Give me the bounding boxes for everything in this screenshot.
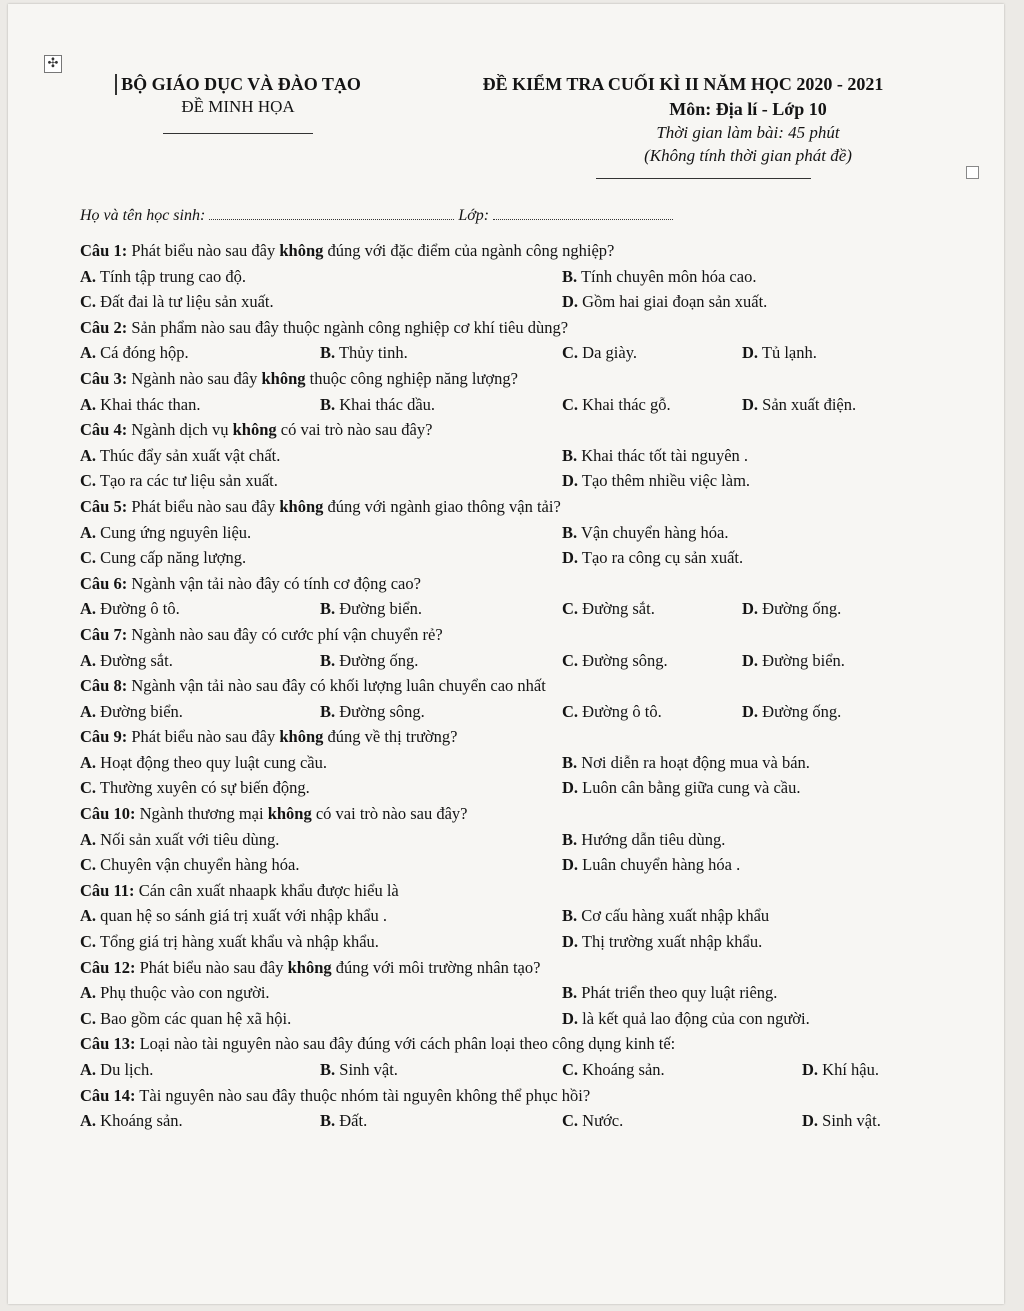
options-row: [80, 520, 920, 546]
option-text: Tạo thêm nhiều việc làm.: [581, 471, 751, 491]
ministry-name: BỘ GIÁO DỤC VÀ ĐÀO TẠO: [115, 74, 361, 95]
options-row: [80, 1057, 920, 1083]
option-text: Đất.: [339, 1111, 368, 1131]
question-number: Câu 6:: [80, 573, 128, 593]
question-stem: [80, 366, 920, 392]
option-a[interactable]: [80, 596, 180, 622]
question-stem: [80, 315, 920, 341]
option-letter: C.: [80, 471, 97, 491]
option-text: Thúc đẩy sản xuất vật chất.: [99, 445, 281, 465]
option-b[interactable]: [562, 750, 810, 776]
option-a[interactable]: [80, 392, 201, 418]
option-a[interactable]: [80, 340, 189, 366]
option-d[interactable]: [742, 648, 845, 674]
option-a[interactable]: [80, 980, 270, 1006]
question-list: [80, 238, 920, 1134]
question-2: [80, 315, 920, 366]
option-letter: C.: [80, 778, 97, 798]
option-text: Khoáng sản.: [582, 1060, 665, 1079]
question-text: Ngành vận tải nào đây có tính cơ động cao?: [131, 573, 421, 593]
option-letter: A.: [80, 599, 97, 619]
option-letter: B.: [562, 266, 578, 286]
option-letter: D.: [742, 343, 759, 363]
student-info-line: [80, 205, 760, 225]
option-text: Hoạt động theo quy luật cung cầu.: [100, 752, 327, 772]
option-letter: D.: [742, 394, 759, 414]
option-text: Tính tập trung cao độ.: [99, 266, 247, 286]
divider: [163, 133, 313, 134]
question-stem: [80, 878, 920, 904]
option-letter: B.: [562, 752, 578, 772]
option-b[interactable]: [320, 1108, 367, 1134]
question-keyword: không: [279, 727, 324, 747]
option-letter: A.: [80, 445, 97, 465]
option-a[interactable]: [80, 827, 279, 853]
question-10: [80, 801, 920, 878]
option-letter: D.: [742, 599, 759, 619]
option-letter: A.: [80, 752, 97, 772]
option-text: Nơi diễn ra hoạt động mua và bán.: [581, 752, 810, 772]
question-number: Câu 3:: [80, 368, 128, 388]
option-letter: A.: [80, 1111, 97, 1131]
options-row: [80, 289, 920, 315]
option-letter: D.: [562, 471, 579, 491]
question-text: Ngành nào sau đây: [131, 368, 262, 388]
option-letter: D.: [562, 548, 579, 568]
options-row: [80, 545, 920, 571]
option-text: Đường ô tô.: [582, 701, 662, 721]
option-text: Khai thác gỗ.: [582, 394, 671, 414]
option-letter: D.: [562, 292, 579, 312]
option-a[interactable]: [80, 264, 246, 290]
option-d[interactable]: [562, 289, 767, 315]
option-a[interactable]: [80, 520, 251, 546]
option-letter: A.: [80, 1060, 97, 1079]
option-letter: C.: [562, 343, 579, 363]
option-b[interactable]: [562, 443, 748, 469]
question-text: Ngành vận tải nào sau đây có khối lượng luân chuyển cao nhất: [131, 676, 546, 696]
options-row: [80, 648, 920, 674]
question-number: Câu 2:: [80, 317, 128, 337]
option-d[interactable]: [742, 699, 841, 725]
question-stem: [80, 724, 920, 750]
option-letter: A.: [80, 983, 97, 1003]
question-text-end: đúng với đặc điểm của ngành công nghiệp?: [323, 241, 615, 260]
class-label: Lớp:: [458, 207, 490, 224]
option-a[interactable]: [80, 699, 183, 725]
question-1: [80, 238, 920, 315]
option-text: Đường sắt.: [582, 599, 655, 619]
option-c[interactable]: [562, 1108, 623, 1134]
option-letter: B.: [562, 445, 578, 465]
option-letter: C.: [562, 701, 579, 721]
option-text: Nối sản xuất với tiêu dùng.: [100, 829, 280, 849]
option-letter: C.: [562, 1111, 579, 1131]
option-letter: B.: [320, 650, 336, 670]
question-text: Phát biểu nào sau đây: [131, 727, 280, 747]
question-text-end: có vai trò nào sau đây?: [276, 420, 433, 440]
option-text: Khai thác tốt tài nguyên .: [581, 445, 749, 465]
question-number: Câu 11:: [80, 880, 135, 900]
question-text: Ngành nào sau đây có cước phí vận chuyển rẻ?: [131, 624, 443, 644]
question-text: Sản phẩm nào sau đây thuộc ngành công nghiệp cơ khí tiêu dùng?: [131, 317, 569, 337]
option-d[interactable]: [562, 775, 801, 801]
question-number: Câu 5:: [80, 496, 128, 516]
option-a[interactable]: [80, 1108, 183, 1134]
subject-line: Môn: Địa lí - Lớp 10: [669, 99, 827, 119]
exam-header: [448, 74, 918, 179]
option-text: Gồm hai giai đoạn sản xuất.: [582, 292, 768, 312]
option-c[interactable]: [562, 392, 671, 418]
options-row: [80, 750, 920, 776]
question-text: Ngành thương mại: [139, 804, 268, 824]
option-text: Đường biển.: [100, 701, 183, 721]
option-letter: B.: [320, 1111, 336, 1131]
question-number: Câu 13:: [80, 1034, 136, 1054]
option-b[interactable]: [562, 903, 769, 929]
option-text: Cung cấp năng lượng.: [100, 548, 247, 568]
option-letter: A.: [80, 394, 97, 414]
option-text: Chuyên vận chuyển hàng hóa.: [100, 855, 300, 875]
option-c[interactable]: [562, 1057, 665, 1083]
options-row: [80, 929, 920, 955]
option-letter: D.: [802, 1111, 819, 1131]
options-row: [80, 596, 920, 622]
option-letter: C.: [80, 1008, 97, 1028]
option-text: Tạo ra các tư liệu sản xuất.: [99, 471, 278, 491]
option-letter: B.: [562, 829, 578, 849]
question-text-end: đúng với ngành giao thông vận tải?: [323, 496, 561, 516]
question-stem: [80, 955, 920, 981]
option-text: Đường biển.: [339, 599, 423, 619]
resize-handle-icon[interactable]: [966, 166, 979, 179]
question-text-end: có vai trò nào sau đây?: [311, 804, 468, 824]
option-text: Vận chuyển hàng hóa.: [580, 522, 729, 542]
question-number: Câu 12:: [80, 957, 136, 977]
options-row: [80, 980, 920, 1006]
option-text: Phát triển theo quy luật riêng.: [581, 983, 778, 1003]
option-c[interactable]: [562, 340, 637, 366]
option-d[interactable]: [562, 929, 762, 955]
question-number: Câu 14:: [80, 1085, 136, 1105]
option-text: Da giày.: [582, 343, 637, 363]
options-row: [80, 827, 920, 853]
options-row: [80, 264, 920, 290]
option-d[interactable]: [742, 340, 817, 366]
option-letter: C.: [562, 599, 579, 619]
option-letter: C.: [562, 394, 579, 414]
divider: [596, 178, 811, 179]
option-letter: B.: [320, 343, 336, 363]
option-letter: D.: [742, 650, 759, 670]
option-text: Khí hậu.: [822, 1060, 879, 1079]
question-stem: [80, 801, 920, 827]
option-d[interactable]: [562, 545, 743, 571]
option-b[interactable]: [320, 340, 408, 366]
question-text-end: thuộc công nghiệp năng lượng?: [305, 368, 518, 388]
option-letter: B.: [320, 394, 336, 414]
question-12: [80, 955, 920, 1032]
option-text: Khoáng sản.: [100, 1111, 183, 1131]
question-stem: [80, 494, 920, 520]
question-stem: [80, 417, 920, 443]
option-text: Cá đóng hộp.: [100, 343, 189, 363]
option-text: Tạo ra công cụ sản xuất.: [581, 548, 744, 568]
option-text: Hướng dẫn tiêu dùng.: [581, 829, 726, 849]
options-row: [80, 775, 920, 801]
option-text: Du lịch.: [100, 1060, 154, 1079]
question-text-end: đúng về thị trường?: [323, 727, 458, 747]
question-stem: [80, 673, 920, 699]
student-name-label: Họ và tên học sinh:: [80, 207, 206, 224]
option-b[interactable]: [320, 1057, 398, 1083]
option-d[interactable]: [562, 852, 740, 878]
option-letter: B.: [562, 906, 578, 926]
option-b[interactable]: [562, 827, 725, 853]
question-14: [80, 1083, 920, 1134]
options-row: [80, 1006, 920, 1032]
option-text: Nước.: [582, 1111, 624, 1131]
option-text: Luân chuyển hàng hóa .: [582, 855, 741, 875]
option-letter: A.: [80, 266, 97, 286]
option-a[interactable]: [80, 443, 280, 469]
option-c[interactable]: [80, 852, 300, 878]
option-text: Luôn cân bằng giữa cung và cầu.: [582, 778, 801, 798]
option-text: Phụ thuộc vào con người.: [100, 983, 270, 1003]
question-6: [80, 571, 920, 622]
option-letter: D.: [562, 932, 579, 952]
option-text: Tính chuyên môn hóa cao.: [580, 266, 757, 286]
question-9: [80, 724, 920, 801]
option-letter: A.: [80, 829, 97, 849]
option-c[interactable]: [562, 648, 668, 674]
option-text: Khai thác than.: [100, 394, 201, 414]
question-text: Ngành dịch vụ: [131, 420, 233, 440]
option-letter: B.: [320, 599, 336, 619]
option-b[interactable]: [320, 648, 418, 674]
option-b[interactable]: [562, 264, 756, 290]
student-name-blank[interactable]: [209, 205, 454, 220]
option-a[interactable]: [80, 750, 327, 776]
question-keyword: không: [267, 804, 312, 824]
option-letter: C.: [562, 650, 579, 670]
question-13: [80, 1031, 920, 1082]
question-number: Câu 4:: [80, 420, 128, 440]
option-b[interactable]: [562, 520, 729, 546]
question-3: [80, 366, 920, 417]
question-stem: [80, 1083, 920, 1109]
question-stem: [80, 238, 920, 264]
option-letter: C.: [80, 548, 97, 568]
question-stem: [80, 1031, 920, 1057]
option-text: Đất đai là tư liệu sản xuất.: [100, 292, 274, 312]
question-number: Câu 9:: [80, 727, 128, 747]
question-keyword: không: [279, 241, 324, 260]
option-c[interactable]: [80, 289, 274, 315]
class-blank[interactable]: [493, 205, 673, 220]
question-11: [80, 878, 920, 955]
options-row: [80, 443, 920, 469]
option-text: Đường sắt.: [100, 650, 173, 670]
option-d[interactable]: [562, 468, 750, 494]
option-letter: C.: [80, 292, 97, 312]
option-text: Sản xuất điện.: [762, 394, 857, 414]
option-text: Đường biển.: [762, 650, 845, 670]
option-letter: B.: [562, 983, 578, 1003]
option-letter: C.: [80, 855, 97, 875]
question-text: Tài nguyên nào sau đây thuộc nhóm tài nguyên không thể phục hồi?: [139, 1085, 591, 1105]
option-text: Đường ống.: [339, 650, 419, 670]
question-text: Cán cân xuất nhaapk khẩu được hiểu là: [138, 880, 399, 900]
question-text: Phát biểu nào sau đây: [131, 496, 280, 516]
question-5: [80, 494, 920, 571]
option-letter: C.: [562, 1060, 579, 1079]
option-letter: A.: [80, 906, 97, 926]
option-text: Đường ô tô.: [100, 599, 180, 619]
table-move-handle-icon[interactable]: ✣: [44, 55, 62, 73]
question-keyword: không: [279, 496, 324, 516]
option-text: Sinh vật.: [822, 1111, 881, 1131]
question-keyword: không: [287, 957, 332, 977]
option-c[interactable]: [80, 1006, 291, 1032]
option-letter: D.: [562, 855, 579, 875]
option-d[interactable]: [562, 1006, 810, 1032]
question-number: Câu 10:: [80, 804, 136, 824]
question-text: Phát biểu nào sau đây: [139, 957, 288, 977]
option-letter: B.: [562, 522, 578, 542]
option-letter: D.: [562, 1008, 579, 1028]
option-letter: A.: [80, 522, 97, 542]
option-letter: A.: [80, 343, 97, 363]
option-d[interactable]: [742, 596, 841, 622]
options-row: [80, 392, 920, 418]
option-text: Tủ lạnh.: [761, 343, 817, 363]
option-text: Đường ống.: [762, 599, 842, 619]
question-text: Phát biểu nào sau đây: [131, 241, 280, 260]
option-letter: A.: [80, 701, 97, 721]
option-c[interactable]: [562, 699, 662, 725]
option-text: Thị trường xuất nhập khẩu.: [581, 932, 763, 952]
option-text: Thủy tinh.: [338, 343, 408, 363]
question-number: Câu 8:: [80, 676, 128, 696]
exam-type: ĐỀ MINH HỌA: [181, 97, 295, 116]
option-a[interactable]: [80, 648, 173, 674]
option-b[interactable]: [320, 392, 435, 418]
option-text: Khai thác dầu.: [339, 394, 436, 414]
option-b[interactable]: [320, 699, 425, 725]
options-row: [80, 699, 920, 725]
options-row: [80, 852, 920, 878]
option-letter: C.: [80, 932, 97, 952]
question-number: Câu 7:: [80, 624, 128, 644]
question-keyword: không: [261, 368, 306, 388]
option-letter: D.: [742, 701, 759, 721]
ministry-header: [93, 74, 383, 134]
question-keyword: không: [232, 420, 277, 440]
option-letter: D.: [562, 778, 579, 798]
option-a[interactable]: [80, 903, 387, 929]
options-row: [80, 340, 920, 366]
option-letter: B.: [320, 701, 336, 721]
exam-title: ĐỀ KIỂM TRA CUỐI KÌ II NĂM HỌC 2020 - 2021: [482, 74, 884, 94]
question-stem: [80, 571, 920, 597]
option-d[interactable]: [802, 1057, 879, 1083]
option-c[interactable]: [80, 545, 246, 571]
question-4: [80, 417, 920, 494]
option-text: Đường ống.: [762, 701, 842, 721]
question-number: Câu 1:: [80, 241, 128, 260]
option-d[interactable]: [742, 392, 856, 418]
time-note: (Không tính thời gian phát đề): [644, 146, 852, 165]
option-b[interactable]: [320, 596, 422, 622]
option-c[interactable]: [562, 596, 655, 622]
option-text: là kết quả lao động của con người.: [582, 1008, 810, 1028]
option-text: Sinh vật.: [339, 1060, 398, 1079]
option-c[interactable]: [80, 468, 278, 494]
exam-page: [8, 4, 1004, 1304]
question-8: [80, 673, 920, 724]
option-text: Thường xuyên có sự biến động.: [99, 778, 310, 798]
option-c[interactable]: [80, 775, 310, 801]
question-text-end: đúng với môi trường nhân tạo?: [331, 957, 541, 977]
options-row: [80, 903, 920, 929]
option-text: Tổng giá trị hàng xuất khẩu và nhập khẩu.: [99, 932, 379, 952]
option-letter: D.: [802, 1060, 819, 1079]
time-limit: Thời gian làm bài: 45 phút: [656, 123, 840, 142]
option-letter: A.: [80, 650, 97, 670]
option-c[interactable]: [80, 929, 379, 955]
question-stem: [80, 622, 920, 648]
option-letter: B.: [320, 1060, 336, 1079]
option-text: Cung ứng nguyên liệu.: [100, 522, 252, 542]
option-text: Cơ cấu hàng xuất nhập khẩu: [581, 906, 770, 926]
option-b[interactable]: [562, 980, 777, 1006]
option-text: Bao gồm các quan hệ xã hội.: [100, 1008, 292, 1028]
options-row: [80, 1108, 920, 1134]
option-a[interactable]: [80, 1057, 153, 1083]
options-row: [80, 468, 920, 494]
option-text: Đường sông.: [582, 650, 668, 670]
option-text: Đường sông.: [339, 701, 425, 721]
option-d[interactable]: [802, 1108, 881, 1134]
question-text: Loại nào tài nguyên nào sau đây đúng với cách phân loại theo công dụng kinh tế:: [139, 1034, 676, 1054]
option-text: quan hệ so sánh giá trị xuất với nhập khẩu .: [100, 906, 388, 926]
question-7: [80, 622, 920, 673]
